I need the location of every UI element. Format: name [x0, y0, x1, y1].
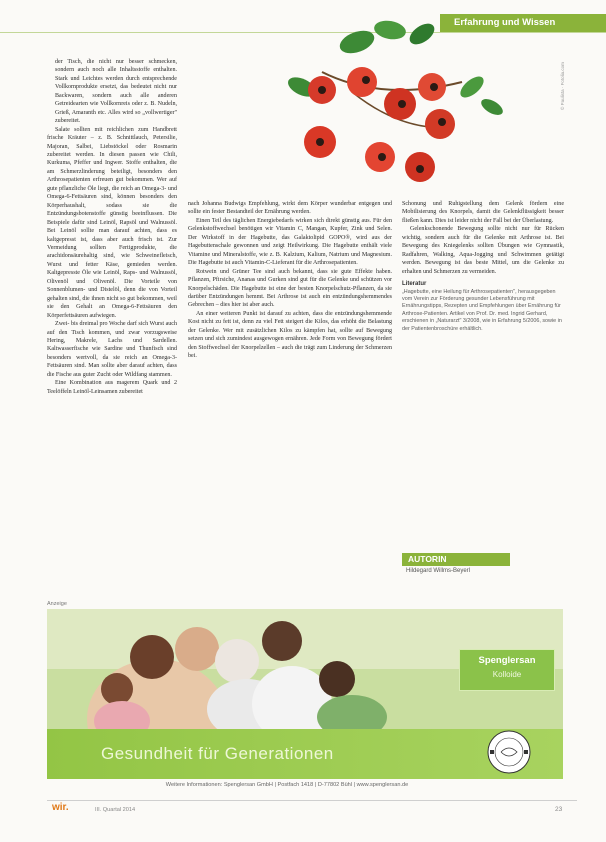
article-column-3	[402, 200, 564, 333]
paragraph: An einer weiteren Punkt ist darauf zu achten, dass die entzündungshemmende Kost nicht zu fett ist, denn zu viel Fett steigert die Kilos, das erhöht die Belastung der Gelenke. Wer mit zusätzlichen Kilos zu kämpfen hat, sollte auf Bewegung setzen und sich zumindest ausgewogen ernähren. Jede Form von Bewegung fördert den Stoffwechsel der Knorpelzellen – auch die trägt zum Linderung der Schmerzen bei.	[188, 310, 392, 360]
literature-text: „Hagebutte, eine Heilung für Arthrosepatienten", herausgegeben vom Verein zur Förderung gesunder Lebensführung mit Ernährungstipps, Rezepten und Empfehlungen über Ernährung für Arthrose-Patienten. Artikel von Prof. Dr. med. Ingrid Gerhard, erschienen in „Naturarzt" 3/2008, wie in Erfahrung 5/2006, sowie in der Patientenbroschüre erhältlich.	[402, 288, 562, 332]
spenglersan-seal	[487, 730, 531, 774]
page-number: 23	[555, 806, 563, 813]
section-header: Erfahrung und Wissen	[440, 14, 606, 32]
paragraph: Rotwein und Grüner Tee sind auch bekannt, dass sie gute Effekte haben. Pflanzen, Pfirsiche, Ananas und Gurken sind gut für die Gelenke und schützen vor Knorpelschäden. Die Hagebutte ist eine der besten Knorpelschutz-Pflanzen, da sie darüber Entzündungen hemmt. Bei Arthrose ist auch ein entzündungshemmendes Gebrechen – dies hier ist aber auch.	[188, 268, 392, 309]
magazine-logo: wir.	[52, 802, 69, 813]
author-name: Hildegard Willms-Beyerl	[406, 568, 471, 574]
footer-rule	[47, 800, 577, 801]
issue-label: III. Quartal 2014	[95, 807, 136, 813]
article-column-1	[47, 58, 177, 396]
logo-line-1: Spenglersan	[478, 655, 536, 666]
paragraph: Salate sollten mit reichlichen zum Handbrett frische Kräuter – z. B. Schnittlauch, Petersilie, Majoran, Salbei, Liebstöckel oder Rosmarin zubereitet werden. In diesen passen wie Chili, Kurkuma, Pfeffer und Ingwer. Stoffe enthalten, die am Schmerzlinderung beteiligt, besonders den Arthrosepatienten erfreuen gut bekommen. Wer auf gute pflanzliche Öle liegt, die reich an Omega-3- und Omega-6-Fettsäuren sind, können besonders den Körperhaushalt, sodass sie die Entzündungsbotenstoffe günstig beeinflussen. Die Beispiele dafür sind Leinöl, Rapsöl und Walnussöl. Bei Leinöl sollte man darauf achten, dass es kaltgepresst ist, dass aber auch frisch ist. Zur Vermeidung sollten Fertigprodukte, die arachidonsäurehaltig sind, wie Schweinefleisch, Wurst und fetter Käse, gemieden werden. Kaltgepresste Öle wie Leinöl, Raps- und Walnussöl, Olivenöl und Olivenöl. Die Vorteile von Sonnenblumen- und Distelöl, denn die von Vorteil gehalten sind, die ihnen nicht so gut bekommen, weil sie den Gehalt an Omega-6-Fettsäuren den Körperfettsäuren aufwiegen.	[47, 126, 177, 319]
ad-label: Anzeige	[47, 601, 67, 607]
author-label: AUTORIN	[402, 553, 510, 566]
spenglersan-logo	[459, 649, 555, 691]
paragraph: Gelenkschonende Bewegung sollte nicht nur für Rücken wichtig, sondern auch für die Gelenke mit Arthrose ist. Bei Bewegung des Kniegelenks sollten Übungen wie Gymnastik, Radfahren, Walking, Aqua-Jogging und Schwimmen getätigt werden. Bewegung ist das beste Mittel, um die Gelenke zu erhalten und Schmerzen zu vermeiden.	[402, 226, 564, 275]
article-column-2	[188, 200, 392, 361]
ad-contact-line: Weitere Informationen: Spenglersan GmbH | Postfach 1418 | D-77802 Bühl | www.spenglersan.de	[165, 782, 409, 788]
advertisement	[47, 609, 563, 779]
rosehip-photo	[262, 12, 542, 192]
logo-line-2: Kolloide	[492, 670, 522, 679]
ad-slogan: Gesundheit für Generationen	[101, 744, 334, 763]
paragraph: Schonung und Ruhigstellung dem Gelenk fördern eine Mobilisierung des Knorpels, damit die Gelenkflüssigkeit besser fließen kann. Dies ist leider nicht der Fall bei der Überlastung.	[402, 201, 564, 224]
paragraph: Zwei- bis dreimal pro Woche darf sich Wurst auch auf den Tisch kommen, und zwar vorzugsweise Hering, Makrele, Lachs und Sardellen. Kaltwasserfische wie Sardine und Thunfisch sind besonders wertvoll, da sie reich an Omega-3-Fettsäuren sind. Man sollte aber darauf achten, dass die Fische aus guter Zucht oder Wildfang stammen.	[47, 321, 177, 378]
literature-heading: Literatur	[402, 281, 427, 288]
rosehip-berries	[304, 67, 455, 182]
paragraph: nach Johanna Budwigs Empfehlung, wirkt dem Körper wunderbar entgegen und sollte ein fester Bestandteil der Ernährung werden.	[188, 201, 392, 216]
photo-credit: © Paulista · Fotolia.com	[560, 62, 565, 110]
paragraph: der Tisch, die nicht nur besser schmecken, sondern auch noch alle Inhaltsstoffe enthalten. Stark und Leichtes werden durch entsprechende Vollkornprodukte ersetzt, das bedeutet nicht nur Backwaren, sondern auch alle anderen Getreidearten wie Vollkornreis oder z. B. Nudeln, Grieß, Amaranth etc. Alles wird so „vollwertiger" zubereitet.	[55, 59, 177, 125]
paragraph: Einen Teil des täglichen Energiebedarfs wirken sich direkt günstig aus. Für den Gelenkstoffwechsel benötigen wir Vitamin C, Mangan, Kupfer, Zink und Selen. Der Wirkstoff in der Hagebutte, das Galaktolipid GOPO®, wird aus der Hagebuttenschale gewonnen und zeigt Heilwirkung. Die Hagebutte enthält viele Vitamine und Mineralstoffe, wie z. B. Kalzium, Kalium, Natrium und Magnesium. Die Hagebutte ist auch Vitamin-C-Lieferant für die Arthrosepatienten.	[188, 217, 392, 267]
paragraph: Eine Kombination aus magerem Quark und 2 Teelöffeln Leinöl-Leinsamen zubereitet	[47, 380, 177, 395]
